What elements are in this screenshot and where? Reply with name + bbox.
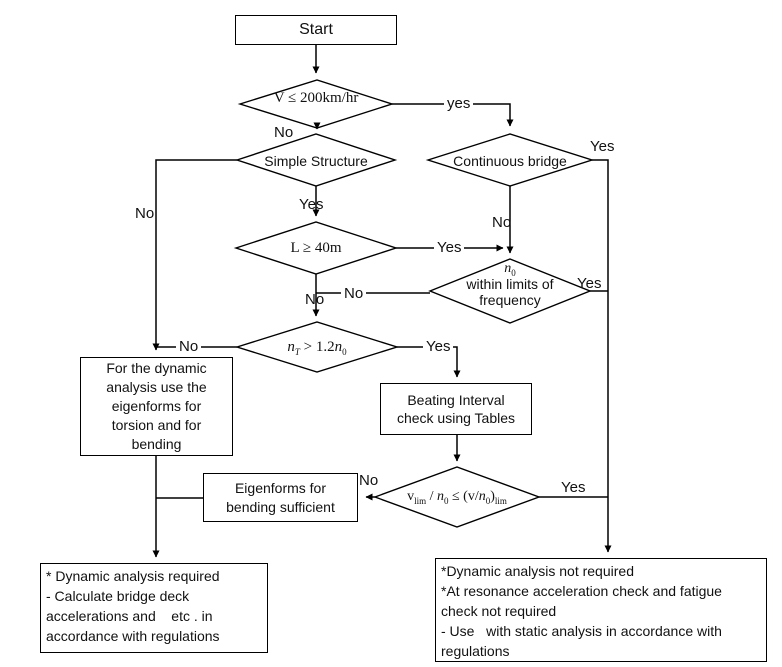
torsion-box-line: analysis use the [106,379,207,396]
decision-torsion-frequency-label: $n_T > 1.2n_0$ [287,339,347,357]
not-required-line: regulations [441,642,510,659]
required-line: accordance with regulations [46,627,220,644]
beating-line1: Beating Interval [407,391,505,408]
terminal-dynamic-not-required [435,558,767,662]
decision-span-length-label: L ≥ 40m [290,240,342,256]
process-beating-interval [380,383,532,435]
label-speed-yes: yes [444,96,473,111]
start-node [235,15,397,45]
edge-continuous-yes-down-right [592,160,608,552]
decision-frequency-limits-label: $n_0$ within limits of frequency [466,261,554,308]
label-vlim-no: No [359,472,379,489]
required-line: accelerations and etc . in [46,607,213,624]
label-speed-no: No [274,124,294,141]
label-simple-no: No [135,205,155,222]
torsion-box-line: bending [131,435,182,452]
eigen-bending-line2: bending sufficient [226,498,335,515]
label-frequency-no: No [341,286,366,301]
process-eigenforms-bending [203,473,358,522]
decision-simple-structure-label: Simple Structure [264,153,368,169]
start-label: Start [299,20,333,38]
frequency-symbol: n [504,261,512,276]
torsion-box-line: For the dynamic [106,360,207,377]
label-frequency-yes: Yes [577,275,602,292]
label-torsion-no: No [176,339,201,354]
edge-simple-no-down-left [156,160,237,350]
not-required-line: *Dynamic analysis not required [441,563,634,579]
label-length-yes: Yes [434,240,464,255]
decision-speed-label: V ≤ 200km/hr [273,90,359,106]
label-continuous-yes: Yes [590,138,615,155]
not-required-line: - Use with static analysis in accordance with [441,622,722,639]
process-eigenforms-torsion-bending [80,357,233,456]
not-required-line: check not required [441,602,557,619]
torsion-box-line: eigenforms for [111,398,202,415]
required-line: - Calculate bridge deck [46,587,190,604]
torsion-box-line: torsion and for [111,416,202,433]
decision-vlim-label: $v_{lim} / n_0 \le (v/n_0)_{lim}$ [407,489,507,506]
eigen-bending-line1: Eigenforms for [234,480,327,497]
label-simple-yes: Yes [299,196,324,213]
label-torsion-yes: Yes [423,339,453,354]
terminal-dynamic-required [40,563,268,653]
label-continuous-no: No [492,214,512,231]
label-length-no: No [305,291,325,308]
not-required-line: *At resonance acceleration check and fatigue [441,582,722,599]
required-line: * Dynamic analysis required [46,568,220,584]
label-vlim-yes: Yes [561,479,586,496]
beating-line2: check using Tables [396,410,516,426]
decision-continuous-bridge-label: Continuous bridge [453,153,567,169]
